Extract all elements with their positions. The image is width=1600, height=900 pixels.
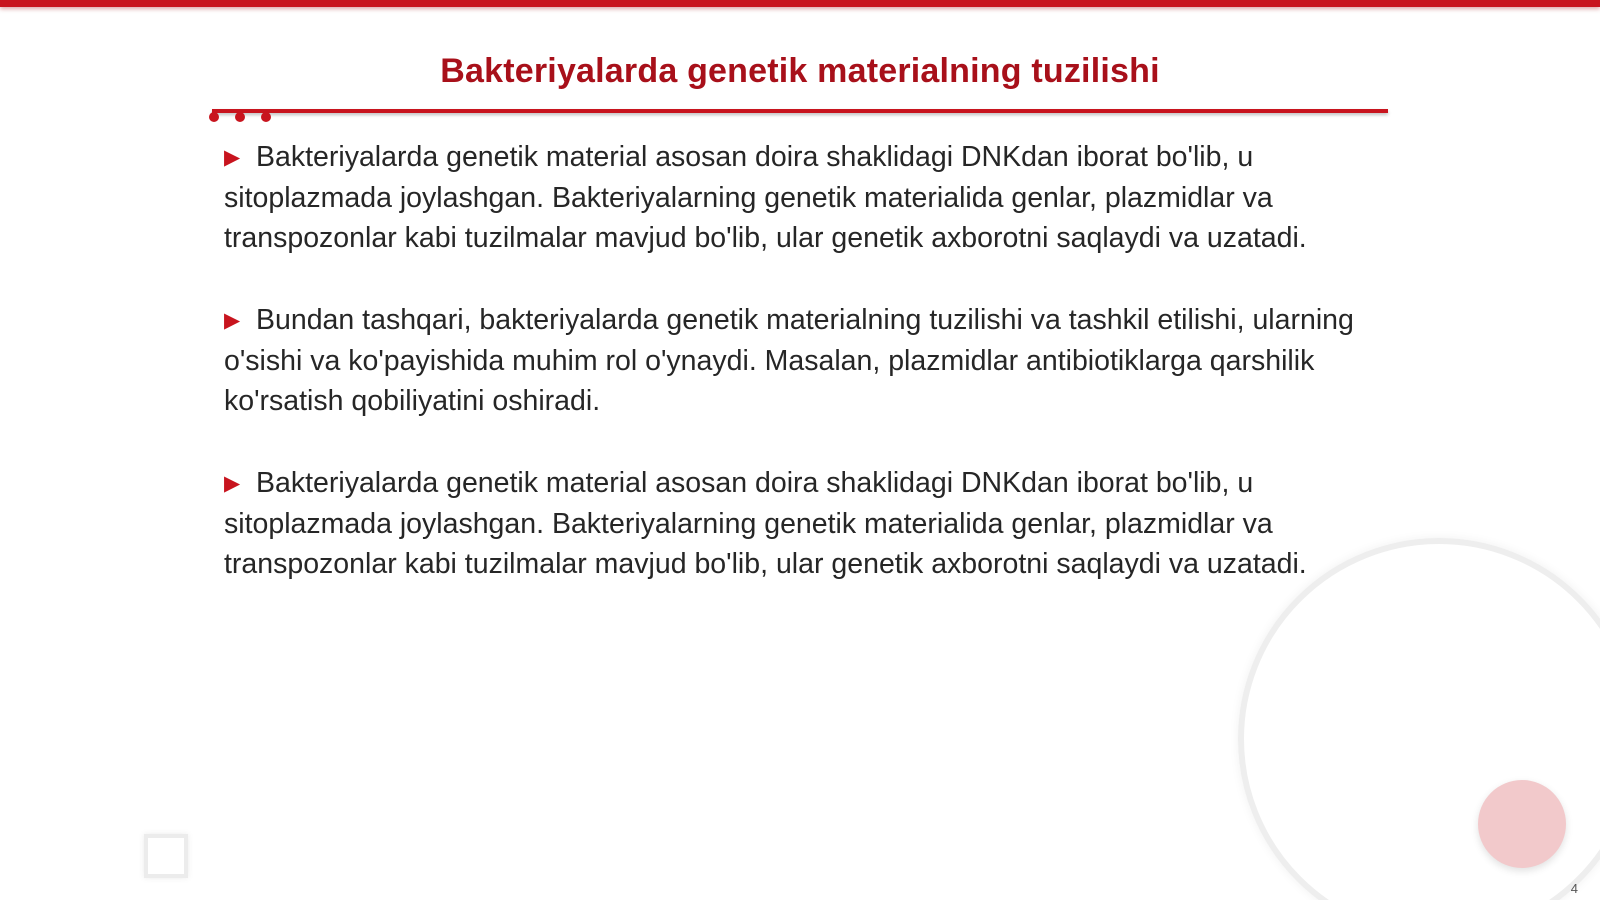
- bullet-text-1: Bakteriyalarda genetik material asosan doira shaklidagi DNKdan iborat bo'lib, u sitoplazmada joylashgan. Bakteriyalarning genetik materialida genlar, plazmidlar va transpozonlar kabi tuzilmalar mavjud bo'lib, ular genetik axborotni saqlaydi va uzatadi.: [224, 141, 1307, 254]
- title-underline: [212, 109, 1388, 113]
- decorative-disc: [1478, 780, 1566, 868]
- title-dot-3: [261, 112, 271, 122]
- triangle-bullet-icon: ▶: [224, 146, 241, 169]
- title-dot-1: [209, 112, 219, 122]
- title-dot-2: [235, 112, 245, 122]
- page-number: 4: [1570, 881, 1578, 896]
- triangle-bullet-icon: ▶: [224, 472, 241, 495]
- top-accent-bar: [0, 0, 1600, 7]
- bullet-list: [224, 137, 1354, 626]
- bullet-item-2: [224, 300, 1354, 421]
- bullet-text-3: Bakteriyalarda genetik material asosan doira shaklidagi DNKdan iborat bo'lib, u sitoplazmada joylashgan. Bakteriyalarning genetik materialida genlar, plazmidlar va transpozonlar kabi tuzilmalar mavjud bo'lib, ular genetik axborotni saqlaydi va uzatadi.: [224, 467, 1307, 580]
- decorative-square: [144, 834, 188, 878]
- bullet-text-2: Bundan tashqari, bakteriyalarda genetik materialning tuzilishi va tashkil etilishi, ularning o'sishi va ko'payishida muhim rol o'ynaydi. Masalan, plazmidlar antibiotiklarga qarshilik ko'rsatish qobiliyatini oshiradi.: [224, 304, 1354, 417]
- bullet-item-3: [224, 463, 1354, 584]
- slide-title: Bakteriyalarda genetik materialning tuzilishi: [440, 52, 1160, 90]
- bullet-item-1: [224, 137, 1354, 258]
- triangle-bullet-icon: ▶: [224, 309, 241, 332]
